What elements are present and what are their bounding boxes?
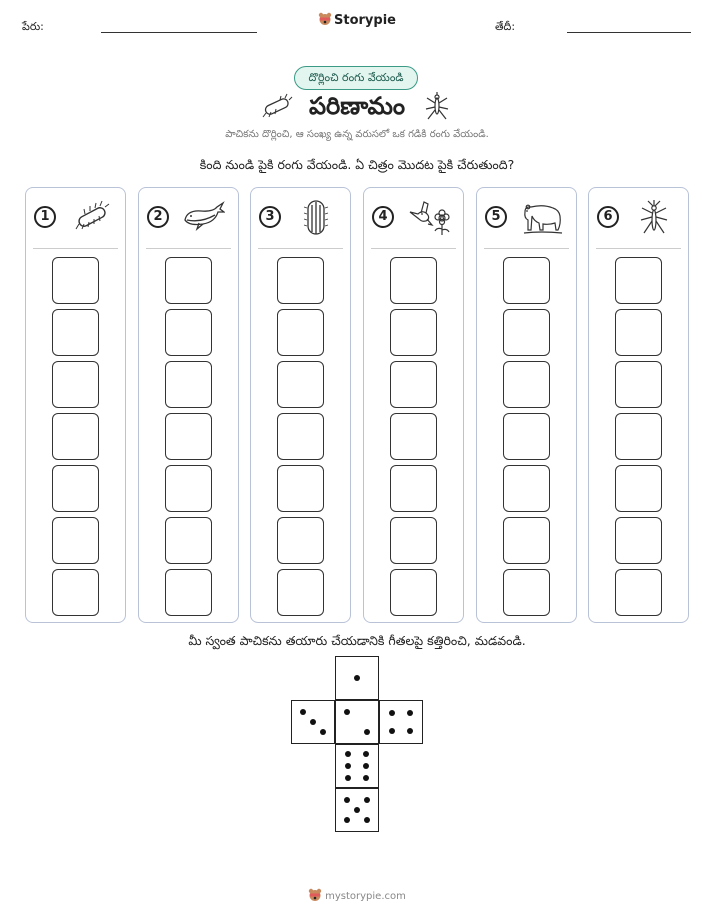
column-3 xyxy=(250,187,351,623)
column-2 xyxy=(138,187,239,623)
color-cell[interactable] xyxy=(615,413,662,460)
die-pip xyxy=(354,807,360,813)
die-pip xyxy=(363,751,369,757)
page-title: పరిణామం xyxy=(308,92,406,120)
color-cell[interactable] xyxy=(390,569,437,616)
column-divider xyxy=(258,248,343,249)
color-cell[interactable] xyxy=(52,569,99,616)
color-cell[interactable] xyxy=(52,309,99,356)
color-cell[interactable] xyxy=(52,413,99,460)
question-text: కింది నుండి పైకి రంగు వేయండి. ఏ చిత్రం మొదట పైకి చేరుతుంది? xyxy=(199,157,515,172)
die-pip xyxy=(310,719,316,725)
color-cell[interactable] xyxy=(277,517,324,564)
color-cell[interactable] xyxy=(390,361,437,408)
color-cell[interactable] xyxy=(52,257,99,304)
cut-fold-instruction: మీ స్వంత పాచికను తయారు చేయడానికి గీతలపై కత్తిరించి, మడవండి. xyxy=(188,633,526,648)
die-pip xyxy=(389,710,395,716)
die-face-3 xyxy=(291,700,335,744)
color-cell[interactable] xyxy=(390,413,437,460)
color-cell[interactable] xyxy=(503,257,550,304)
die-face-6 xyxy=(335,744,379,788)
bacterium-icon xyxy=(70,198,112,236)
roll-and-color-badge: దొర్లించి రంగు వేయండి xyxy=(294,66,418,90)
column-number: 1 xyxy=(34,206,56,228)
color-cell[interactable] xyxy=(615,517,662,564)
color-cell[interactable] xyxy=(165,257,212,304)
color-cell[interactable] xyxy=(390,309,437,356)
bear-footer-icon xyxy=(308,888,322,902)
mosquito-title-icon xyxy=(424,92,450,122)
die-pip xyxy=(300,709,306,715)
name-line[interactable] xyxy=(101,32,257,33)
cactus-icon xyxy=(295,198,337,236)
color-cell[interactable] xyxy=(165,465,212,512)
color-cell[interactable] xyxy=(52,517,99,564)
column-4 xyxy=(363,187,464,623)
die-face-2 xyxy=(335,700,379,744)
color-cell[interactable] xyxy=(615,309,662,356)
footer xyxy=(0,888,714,902)
brand-name: Storypie xyxy=(334,13,396,28)
mosquito-icon xyxy=(633,198,675,236)
color-cell[interactable] xyxy=(503,517,550,564)
color-cell[interactable] xyxy=(503,309,550,356)
color-cell[interactable] xyxy=(165,569,212,616)
color-cell[interactable] xyxy=(615,465,662,512)
color-cell[interactable] xyxy=(165,413,212,460)
date-label: తేదీ: xyxy=(495,20,516,33)
die-pip xyxy=(389,728,395,734)
color-cell[interactable] xyxy=(277,413,324,460)
die-pip xyxy=(364,797,370,803)
die-face-1 xyxy=(335,656,379,700)
die-pip xyxy=(363,775,369,781)
column-6 xyxy=(588,187,689,623)
column-divider xyxy=(484,248,569,249)
die-net xyxy=(291,656,425,836)
column-divider xyxy=(371,248,456,249)
color-cell[interactable] xyxy=(615,361,662,408)
column-number: 2 xyxy=(147,206,169,228)
die-pip xyxy=(354,675,360,681)
footer-url[interactable]: mystorypie.com xyxy=(325,891,406,902)
color-cell[interactable] xyxy=(277,309,324,356)
column-divider xyxy=(146,248,231,249)
column-divider xyxy=(596,248,681,249)
die-pip xyxy=(320,729,326,735)
color-cell[interactable] xyxy=(277,361,324,408)
column-number: 3 xyxy=(259,206,281,228)
polar-bear-icon xyxy=(521,198,563,236)
color-cell[interactable] xyxy=(615,569,662,616)
color-cell[interactable] xyxy=(615,257,662,304)
die-face-4 xyxy=(379,700,423,744)
die-pip xyxy=(345,775,351,781)
column-number: 5 xyxy=(485,206,507,228)
die-pip xyxy=(345,763,351,769)
color-cell[interactable] xyxy=(277,569,324,616)
color-cell[interactable] xyxy=(52,361,99,408)
name-label: పేరు: xyxy=(22,20,44,33)
column-divider xyxy=(33,248,118,249)
color-cell[interactable] xyxy=(503,465,550,512)
bear-logo-icon xyxy=(318,12,332,26)
color-cell[interactable] xyxy=(277,257,324,304)
die-pip xyxy=(345,751,351,757)
color-cell[interactable] xyxy=(165,361,212,408)
color-cell[interactable] xyxy=(503,413,550,460)
whale-icon xyxy=(183,198,225,236)
column-number: 6 xyxy=(597,206,619,228)
color-cell[interactable] xyxy=(165,517,212,564)
color-cell[interactable] xyxy=(390,465,437,512)
hummingbird-flower-icon xyxy=(408,198,450,236)
color-cell[interactable] xyxy=(503,569,550,616)
column-number: 4 xyxy=(372,206,394,228)
die-pip xyxy=(344,797,350,803)
color-cell[interactable] xyxy=(165,309,212,356)
die-pip xyxy=(364,729,370,735)
die-pip xyxy=(407,728,413,734)
die-face-5 xyxy=(335,788,379,832)
date-line[interactable] xyxy=(567,32,691,33)
color-cell[interactable] xyxy=(390,517,437,564)
subtitle: పాచికను దొర్లించి, ఆ సంఖ్య ఉన్న వరుసలో ఒక గడికి రంగు వేయండి. xyxy=(225,129,489,140)
die-pip xyxy=(344,709,350,715)
die-pip xyxy=(364,817,370,823)
color-cell[interactable] xyxy=(390,257,437,304)
brand-logo xyxy=(0,12,714,28)
column-1 xyxy=(25,187,126,623)
color-cell[interactable] xyxy=(277,465,324,512)
die-pip xyxy=(407,710,413,716)
color-cell[interactable] xyxy=(503,361,550,408)
color-cell[interactable] xyxy=(52,465,99,512)
die-pip xyxy=(344,817,350,823)
die-pip xyxy=(363,763,369,769)
column-5 xyxy=(476,187,577,623)
